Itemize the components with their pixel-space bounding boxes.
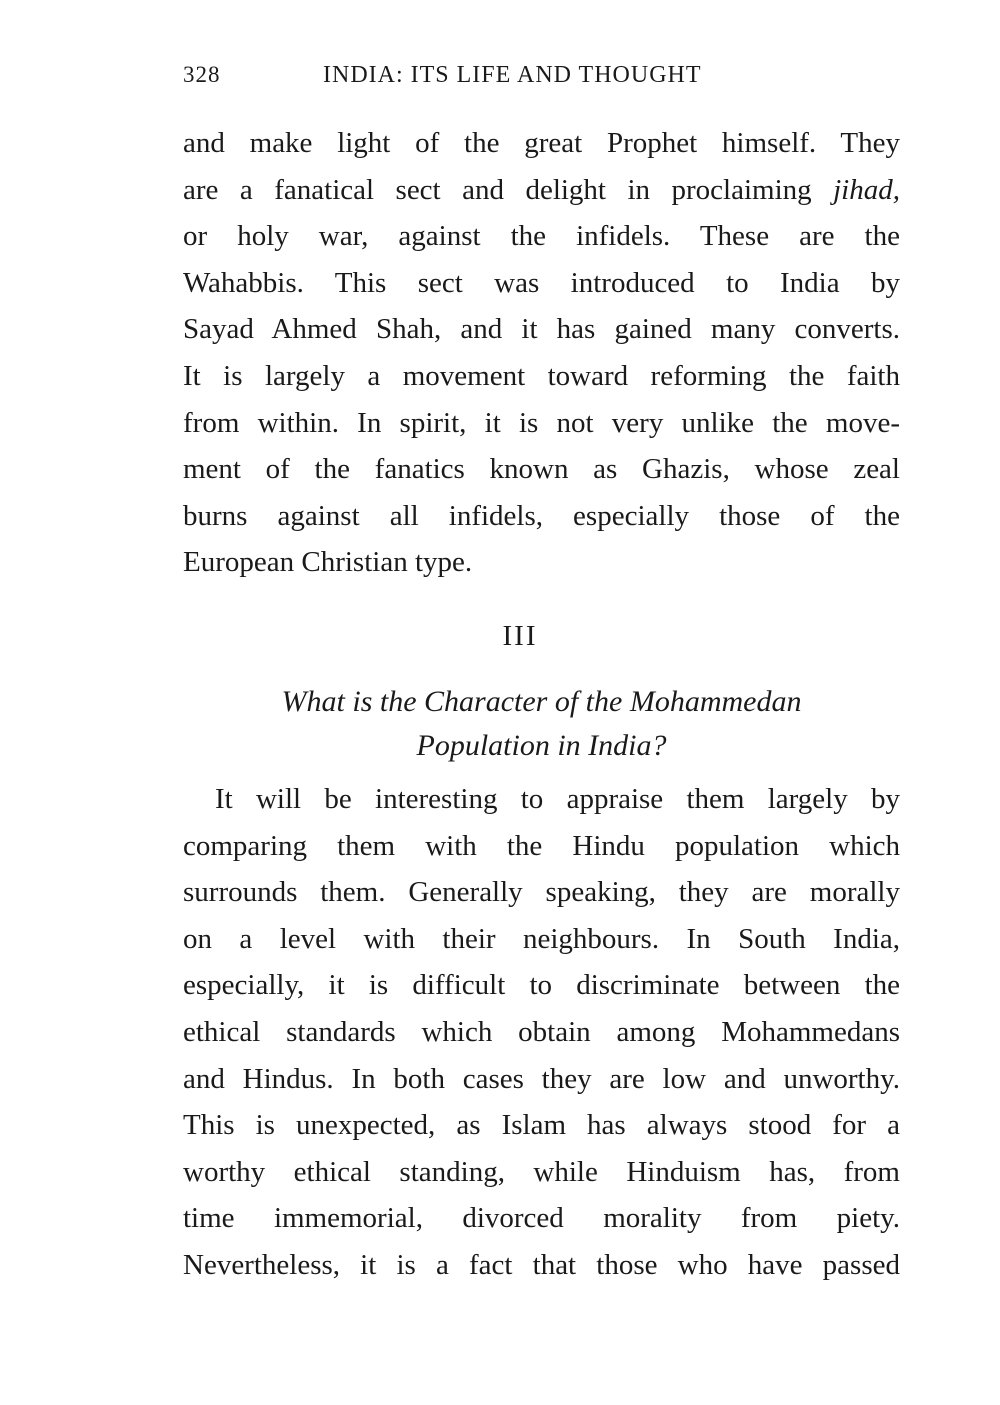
page-number: 328 [183,62,221,87]
text-line: and Hindus. In both cases they are low and unworthy. [183,1062,900,1095]
text-line: burns against all infidels, especially those of the [183,499,900,532]
text-line-part: are a fanatical sect and delight in proclaiming [183,173,812,206]
section-heading-line: What is the Character of the Mohammedan [281,685,802,718]
text-line: It will be interesting to appraise them largely by [215,783,900,815]
section-numeral: III [502,620,538,652]
text-line: and make light of the great Prophet himself. They [183,127,900,159]
text-line: This is unexpected, as Islam has always stood for a [183,1109,900,1142]
running-head [183,62,763,96]
text-line: especially, it is difficult to discriminate between the [183,969,900,1002]
running-head-title: INDIA: ITS LIFE AND THOUGHT [323,62,702,88]
italic-term-jihad: jihad, [833,173,900,206]
text-line-with-italic [183,167,900,214]
text-line: ethical standards which obtain among Mohammedans [183,1015,900,1048]
text-line: worthy ethical standing, while Hinduism has, from [183,1155,900,1188]
text-line: Sayad Ahmed Shah, and it has gained many converts. [183,313,900,346]
text-line: ment of the fanatics known as Ghazis, whose zeal [183,453,900,486]
text-line: surrounds them. Generally speaking, they are morally [183,876,900,909]
text-line: on a level with their neighbours. In South India, [183,922,900,955]
text-line: or holy war, against the infidels. These are the [183,220,900,253]
text-line: comparing them with the Hindu population which [183,829,900,862]
section-heading-line: Population in India? [416,729,667,762]
paragraph-wahabbis [183,120,900,586]
text-line: Wahabbis. This sect was introduced to India by [183,266,900,299]
text-line: from within. In spirit, it is not very unlike the move- [183,406,900,439]
text-line: time immemorial, divorced morality from piety. [183,1202,900,1235]
text-line: Nevertheless, it is a fact that those who have passed [183,1248,900,1281]
text-line: It is largely a movement toward reforming the faith [183,359,900,392]
section-heading [183,680,900,768]
paragraph-character [183,776,900,1289]
text-line: European Christian type. [183,546,473,579]
